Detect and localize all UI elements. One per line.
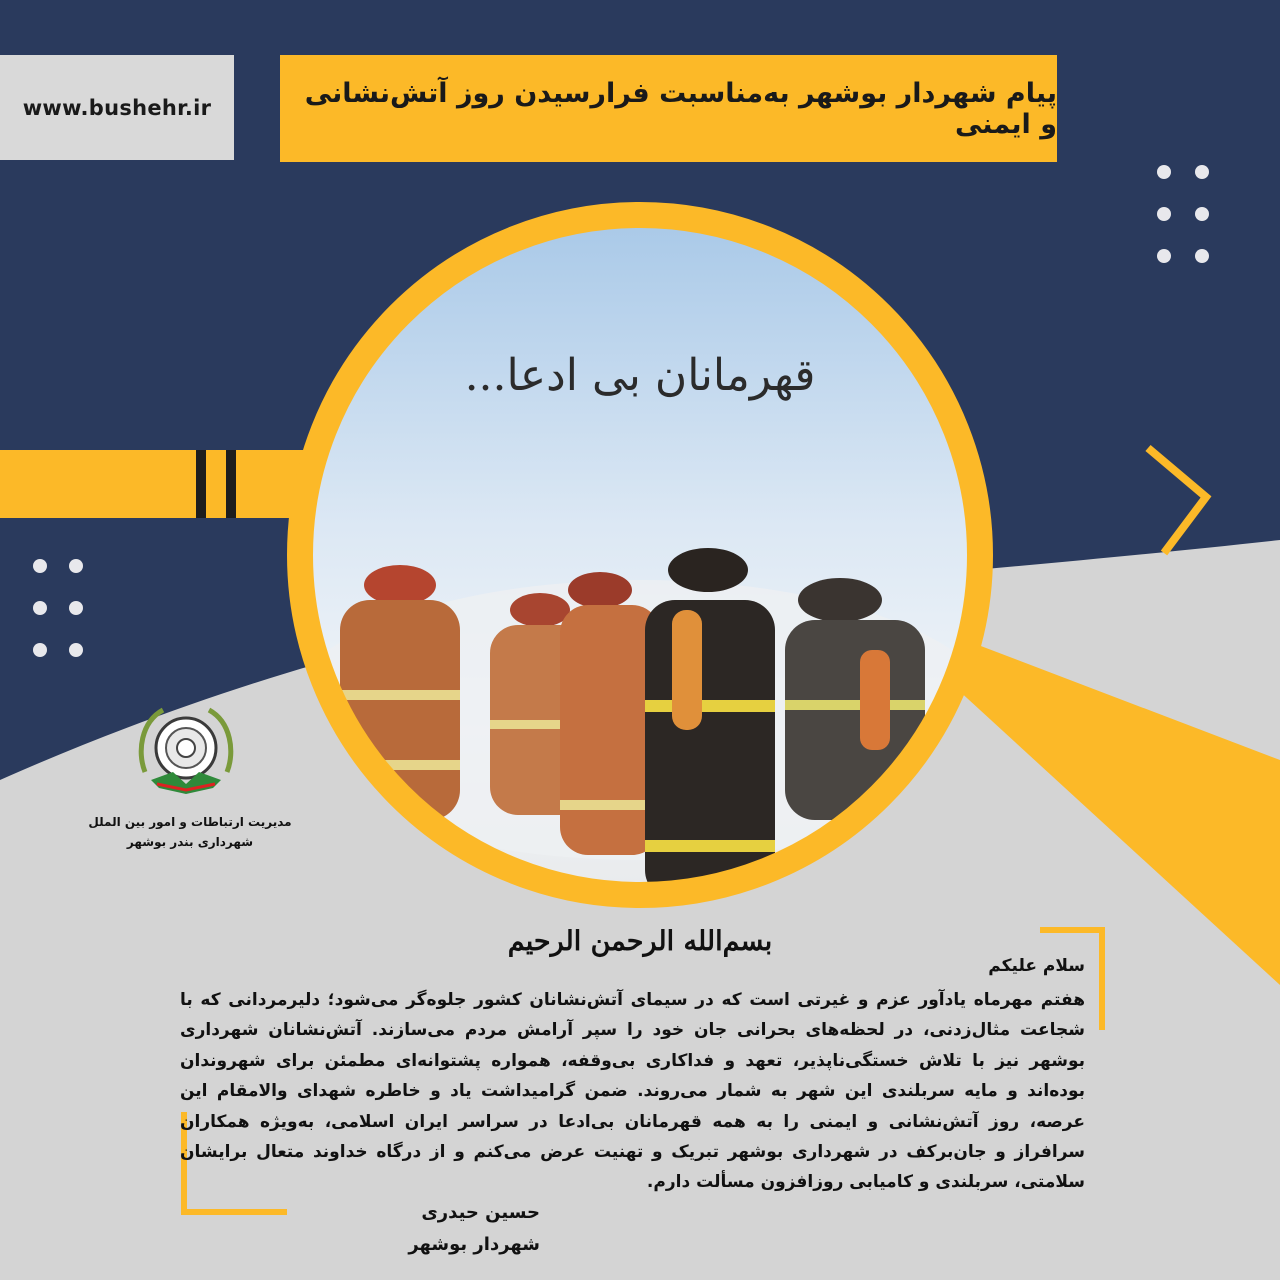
page-title: پیام شهردار بوشهر به‌مناسبت فرارسیدن روز آتش‌نشانی و ایمنی: [304, 77, 1057, 140]
title-banner: [280, 55, 1057, 162]
dot-grid-icon: [33, 559, 83, 657]
website-label: www.bushehr.ir: [22, 95, 212, 120]
message-body: هفتم مهرماه یادآور عزم و غیرتی است که در سیمای آتش‌نشانان کشور جلوه‌گر می‌شود؛ دلیرمردانی که با شجاعت مثال‌زدنی، در لحظه‌های بحرانی جان خود را سپر آرامش مردم می‌سازند. آتش‌نشانان شهرداری بوشهر نیز با تلاش خستگی‌ناپذیر، تعهد و فداکاری بی‌وقفه، همواره پشتوانه‌ای مطمئن برای شهروندان بوده‌اند و مایه سربلندی این شهر به شمار می‌روند. ضمن گرامیداشت یاد و خاطره شهدای والامقام این عرصه، روز آتش‌نشانی و ایمنی را به همه قهرمانان بی‌ادعا در سراسر ایران اسلامی، به‌ویژه همکاران سرافراز و جان‌برکف در شهرداری بوشهر تبریک و تهنیت عرض می‌کنم و از درگاه خداوند متعال برایشان سلامتی، سربلندی و کامیابی روزافزون مسألت دارم.: [180, 990, 1085, 1193]
department-line: مدیریت ارتباطات و امور بین الملل: [88, 815, 292, 829]
photo-caption: قهرمانان بی ادعا...: [464, 350, 816, 401]
signer-name: حسین حیدری: [421, 1202, 540, 1223]
signature-block: [360, 1197, 540, 1261]
chevron-right-icon: [1148, 448, 1206, 553]
website-box: [0, 55, 234, 160]
handle-stripe: [196, 450, 206, 518]
bismillah-heading: بسم‌الله الرحمن الرحیم: [507, 926, 773, 957]
dot-grid-icon: [1157, 165, 1209, 263]
magnifier-handle: [0, 450, 330, 518]
municipality-logo-icon: [133, 702, 239, 798]
department-label: [60, 812, 320, 852]
municipality-line: شهرداری بندر بوشهر: [126, 835, 254, 849]
signer-title: شهردار بوشهر: [408, 1234, 540, 1255]
handle-stripe: [226, 450, 236, 518]
greeting: سلام علیکم: [988, 956, 1085, 976]
